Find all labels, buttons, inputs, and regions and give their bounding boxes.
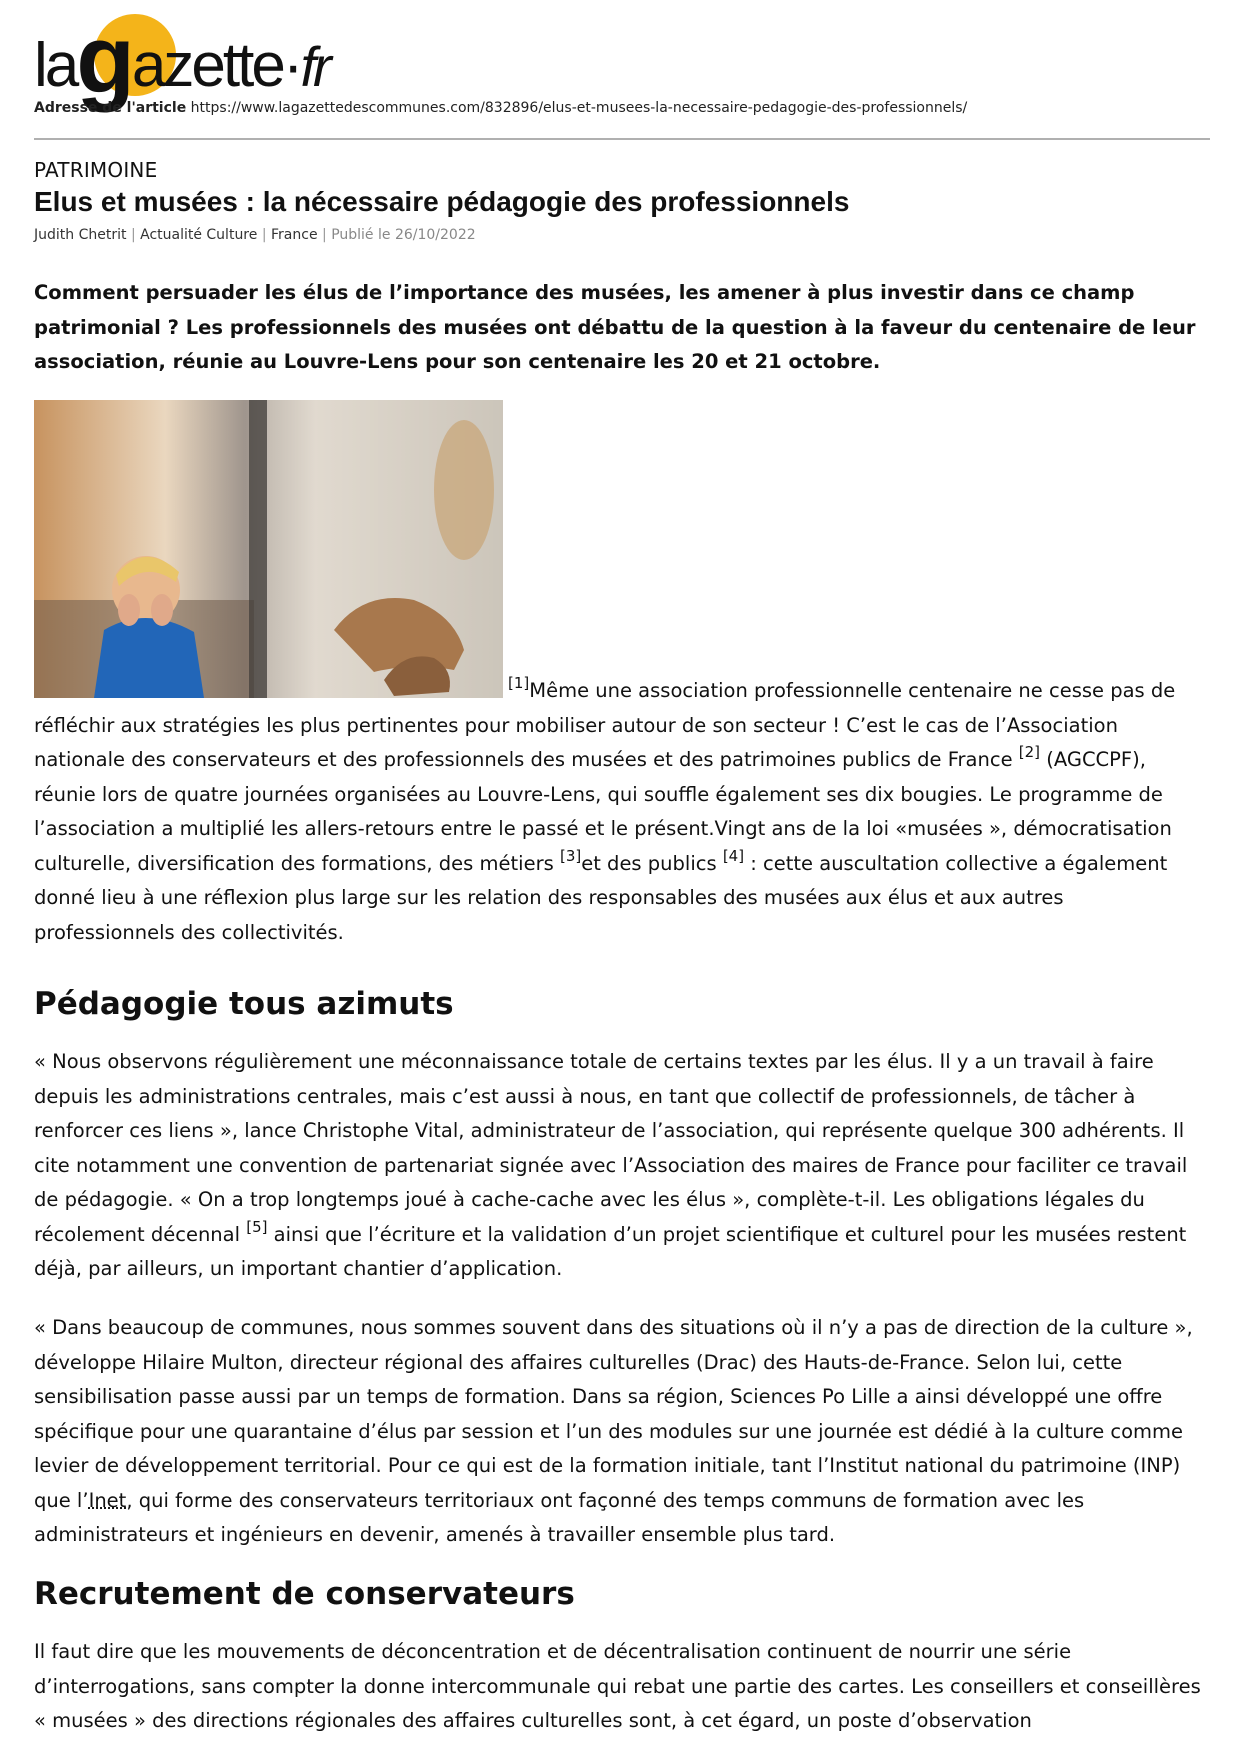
article-lead: Comment persuader les élus de l’importance des musées, les amener à plus investir dans ce champ patrimonial ? Les professionnels des musées ont débattu de la question à la faveur du centenaire de leur association, réunie au Louvre-Lens pour son centenaire les 20 et 21 octobre. (34, 281, 1196, 373)
article-address-label: Adresse de l'article (34, 100, 187, 116)
section-heading-pedagogie: Pédagogie tous azimuts (34, 986, 454, 1022)
inet-abbreviation[interactable]: Inet, (88, 1488, 133, 1512)
article-photo (34, 400, 503, 698)
logo-wordmark: lagazette·fr (34, 6, 329, 113)
footnote-4-link[interactable]: [4] (722, 846, 745, 865)
paragraph-vital: « Nous observons régulièrement une méconnaissance totale de certains textes par les élus. Il y a un travail à faire depuis les administrations centrales, mais c’est aussi à nous, en tant que collectif de professionnels, de tâcher à renforcer ces liens », lance Christophe Vital, administrateur de l’association, qui représente quelque 300 adhérents. Il cite notamment une convention de partenariat signée avec l’Association des maires de France pour faciliter ce travail de pédagogie. « On a trop longtemps joué à cache-cache avec les élus », complète-t-il. Les obligations légales du récolement décennal [5] ainsi que l’écriture et la validation d’un projet scientifique et culturel pour les musées restent déjà, par ailleurs, un important chantier d’application. (34, 1050, 1188, 1280)
section-heading-recrutement: Recrutement de conservateurs (34, 1576, 575, 1612)
footnote-3-link[interactable]: [3] (559, 846, 582, 865)
rubric-label: PATRIMOINE (34, 158, 158, 182)
museum-child-illustration (34, 400, 503, 698)
article-title: Elus et musées : la nécessaire pédagogie des professionnels (34, 186, 850, 217)
place-link[interactable]: France (271, 227, 318, 243)
footnote-2-link[interactable]: [2] (1018, 743, 1041, 761)
author-link[interactable]: Judith Chetrit (34, 227, 127, 243)
paragraph-recrutement: Il faut dire que les mouvements de déconcentration et de décentralisation continuent de nourrir une série d’interrogations, sans compter la donne intercommunale qui rebat une partie des cartes. Les conseillers et conseillères « musées » des directions régionales des affaires culturelles sont, à cet égard, un poste d’observation (34, 1640, 1201, 1732)
paragraph-multon: « Dans beaucoup de communes, nous sommes souvent dans des situations où il n’y a pas de direction de la culture », développe Hilaire Multon, directeur régional des affaires culturelles (Drac) des Hauts-de-France. Selon lui, cette sensibilisation passe aussi par un temps de formation. Dans sa région, Sciences Po Lille a ainsi développé une offre spécifique pour une quarantaine d’élus par session et l’un des modules sur une journée est dédié à la culture comme levier de développement territorial. Pour ce qui est de la formation initiale, tant l’Institut national du patrimoine (INP) que l’Inet, qui forme des conservateurs territoriaux ont façonné des temps communs de formation avec les administrateurs et ingénieurs en devenir, amenés à travailler ensemble plus tard. (34, 1316, 1193, 1546)
header-divider (34, 138, 1210, 140)
publish-date: Publié le 26/10/2022 (331, 227, 476, 243)
article-address (34, 100, 967, 116)
footnote-5-link[interactable]: [5] (246, 1217, 268, 1236)
article-address-url[interactable]: https://www.lagazettedescommunes.com/832896/elus-et-musees-la-necessaire-pedagogie-des-professionnels/ (190, 100, 968, 116)
section-link[interactable]: Actualité Culture (140, 227, 258, 243)
byline: Judith Chetrit | Actualité Culture | France | Publié le 26/10/2022 (34, 227, 476, 243)
footnote-1-link[interactable]: [1] (508, 674, 530, 692)
paragraph-intro: [1]Même une association professionnelle centenaire ne cesse pas de réfléchir aux stratégies les plus pertinentes pour mobiliser autour de son secteur ! C’est le cas de l’Association nationale des conservateurs et des professionnels des musées et des patrimoines publics de France [2] (AGCCPF), réunie lors de quatre journées organisées au Louvre-Lens, qui souffle également ses dix bougies. Le programme de l’association a multiplié les allers-retours entre le passé et le présent.Vingt ans de la loi «musées », démocratisation culturelle, diversification des formations, des métiers [3]et des publics [4] : cette auscultation collective a également donné lieu à une réflexion plus large sur les relation des responsables des musées aux élus et aux autres professionnels des collectivités. (34, 674, 1176, 944)
